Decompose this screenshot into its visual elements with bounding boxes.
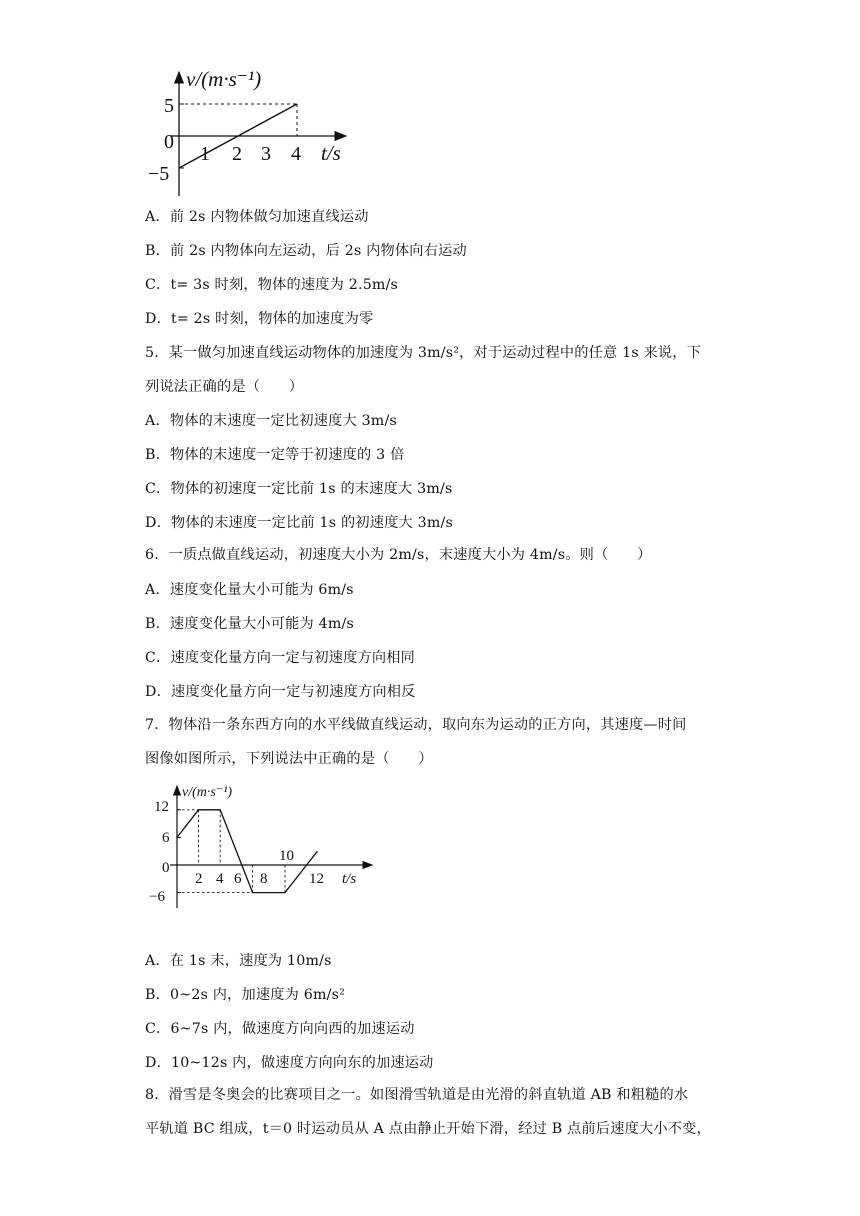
x-tick-12: 12	[309, 871, 324, 887]
x-tick-4: 4	[291, 143, 301, 165]
q4-option-d: D．t= 2s 时刻，物体的加速度为零	[145, 311, 374, 327]
q4-option-c: C．t= 3s 时刻，物体的速度为 2.5m/s	[145, 277, 399, 293]
y-tick-neg6: −6	[149, 889, 165, 905]
q5-stem-line2: 列说法正确的是（ ）	[145, 379, 304, 395]
y-tick-12: 12	[154, 799, 169, 815]
x-axis-label: t/s	[321, 141, 341, 165]
dashed-guides	[177, 810, 285, 893]
q6-option-d: D．速度变化量方向一定与初速度方向相反	[145, 684, 416, 700]
y-tick-0: 0	[164, 131, 174, 153]
x-axis-label: t/s	[342, 871, 357, 887]
y-tick-5: 5	[164, 95, 174, 117]
q7-option-a: A．在 1s 末，速度为 10m/s	[145, 953, 332, 969]
y-axis-label: v/(m·s⁻¹)	[182, 785, 233, 800]
y-tick-neg5: −5	[148, 163, 170, 185]
q5-option-a: A．物体的末速度一定比初速度大 3m/s	[145, 413, 397, 429]
velocity-time-chart-1	[140, 60, 360, 200]
q7-option-b: B．0~2s 内，加速度为 6m/s²	[145, 987, 346, 1003]
q6-option-b: B．速度变化量大小可能为 4m/s	[145, 616, 354, 632]
q5-stem-line1: 5．某一做匀加速直线运动物体的加速度为 3m/s²，对于运动过程中的任意 1s 来说，下	[145, 345, 702, 361]
y-tick-marks	[177, 810, 181, 893]
q6-option-a: A．速度变化量大小可能为 6m/s	[145, 582, 354, 598]
q5-option-b: B．物体的末速度一定等于初速度的 3 倍	[145, 447, 405, 463]
x-tick-4: 4	[216, 871, 224, 887]
y-tick-0: 0	[162, 860, 170, 876]
y-axis-label: v/(m·s⁻¹)	[186, 67, 262, 91]
q6-option-c: C．速度变化量方向一定与初速度方向相同	[145, 650, 416, 666]
x-tick-8: 8	[260, 871, 268, 887]
q7-stem-line2: 图像如图所示，下列说法中正确的是（ ）	[145, 751, 433, 767]
q4-option-a: A．前 2s 内物体做匀加速直线运动	[145, 209, 369, 225]
x-tick-2: 2	[232, 143, 242, 165]
y-tick-6: 6	[162, 830, 170, 846]
q5-option-c: C．物体的初速度一定比前 1s 的末速度大 3m/s	[145, 481, 453, 497]
x-tick-2: 2	[195, 871, 203, 887]
x-tick-1: 1	[200, 143, 210, 165]
q6-stem: 6．一质点做直线运动，初速度大小为 2m/s，末速度大小为 4m/s。则（ ）	[145, 547, 652, 563]
q7-stem-line1: 7．物体沿一条东西方向的水平线做直线运动，取向东为运动的正方向，其速度—时间	[145, 717, 687, 733]
q5-option-d: D．物体的末速度一定比前 1s 的初速度大 3m/s	[145, 515, 453, 531]
q7-option-d: D．10~12s 内，做速度方向向东的加速运动	[145, 1055, 434, 1071]
x-tick-6: 6	[234, 871, 242, 887]
x-tick-3: 3	[261, 143, 271, 165]
q8-stem-line2: 平轨道 BC 组成，t＝0 时运动员从 A 点由静止开始下滑，经过 B 点前后速度大小不变，	[145, 1121, 711, 1137]
q8-stem-line1: 8．滑雪是冬奥会的比赛项目之一。如图滑雪轨道是由光滑的斜直轨道 AB 和粗糙的水	[145, 1087, 689, 1103]
q7-option-c: C．6~7s 内，做速度方向向西的加速运动	[145, 1021, 415, 1037]
velocity-time-chart-2	[140, 778, 380, 918]
q4-option-b: B．前 2s 内物体向左运动，后 2s 内物体向右运动	[145, 243, 467, 259]
x-tick-10: 10	[279, 848, 294, 864]
